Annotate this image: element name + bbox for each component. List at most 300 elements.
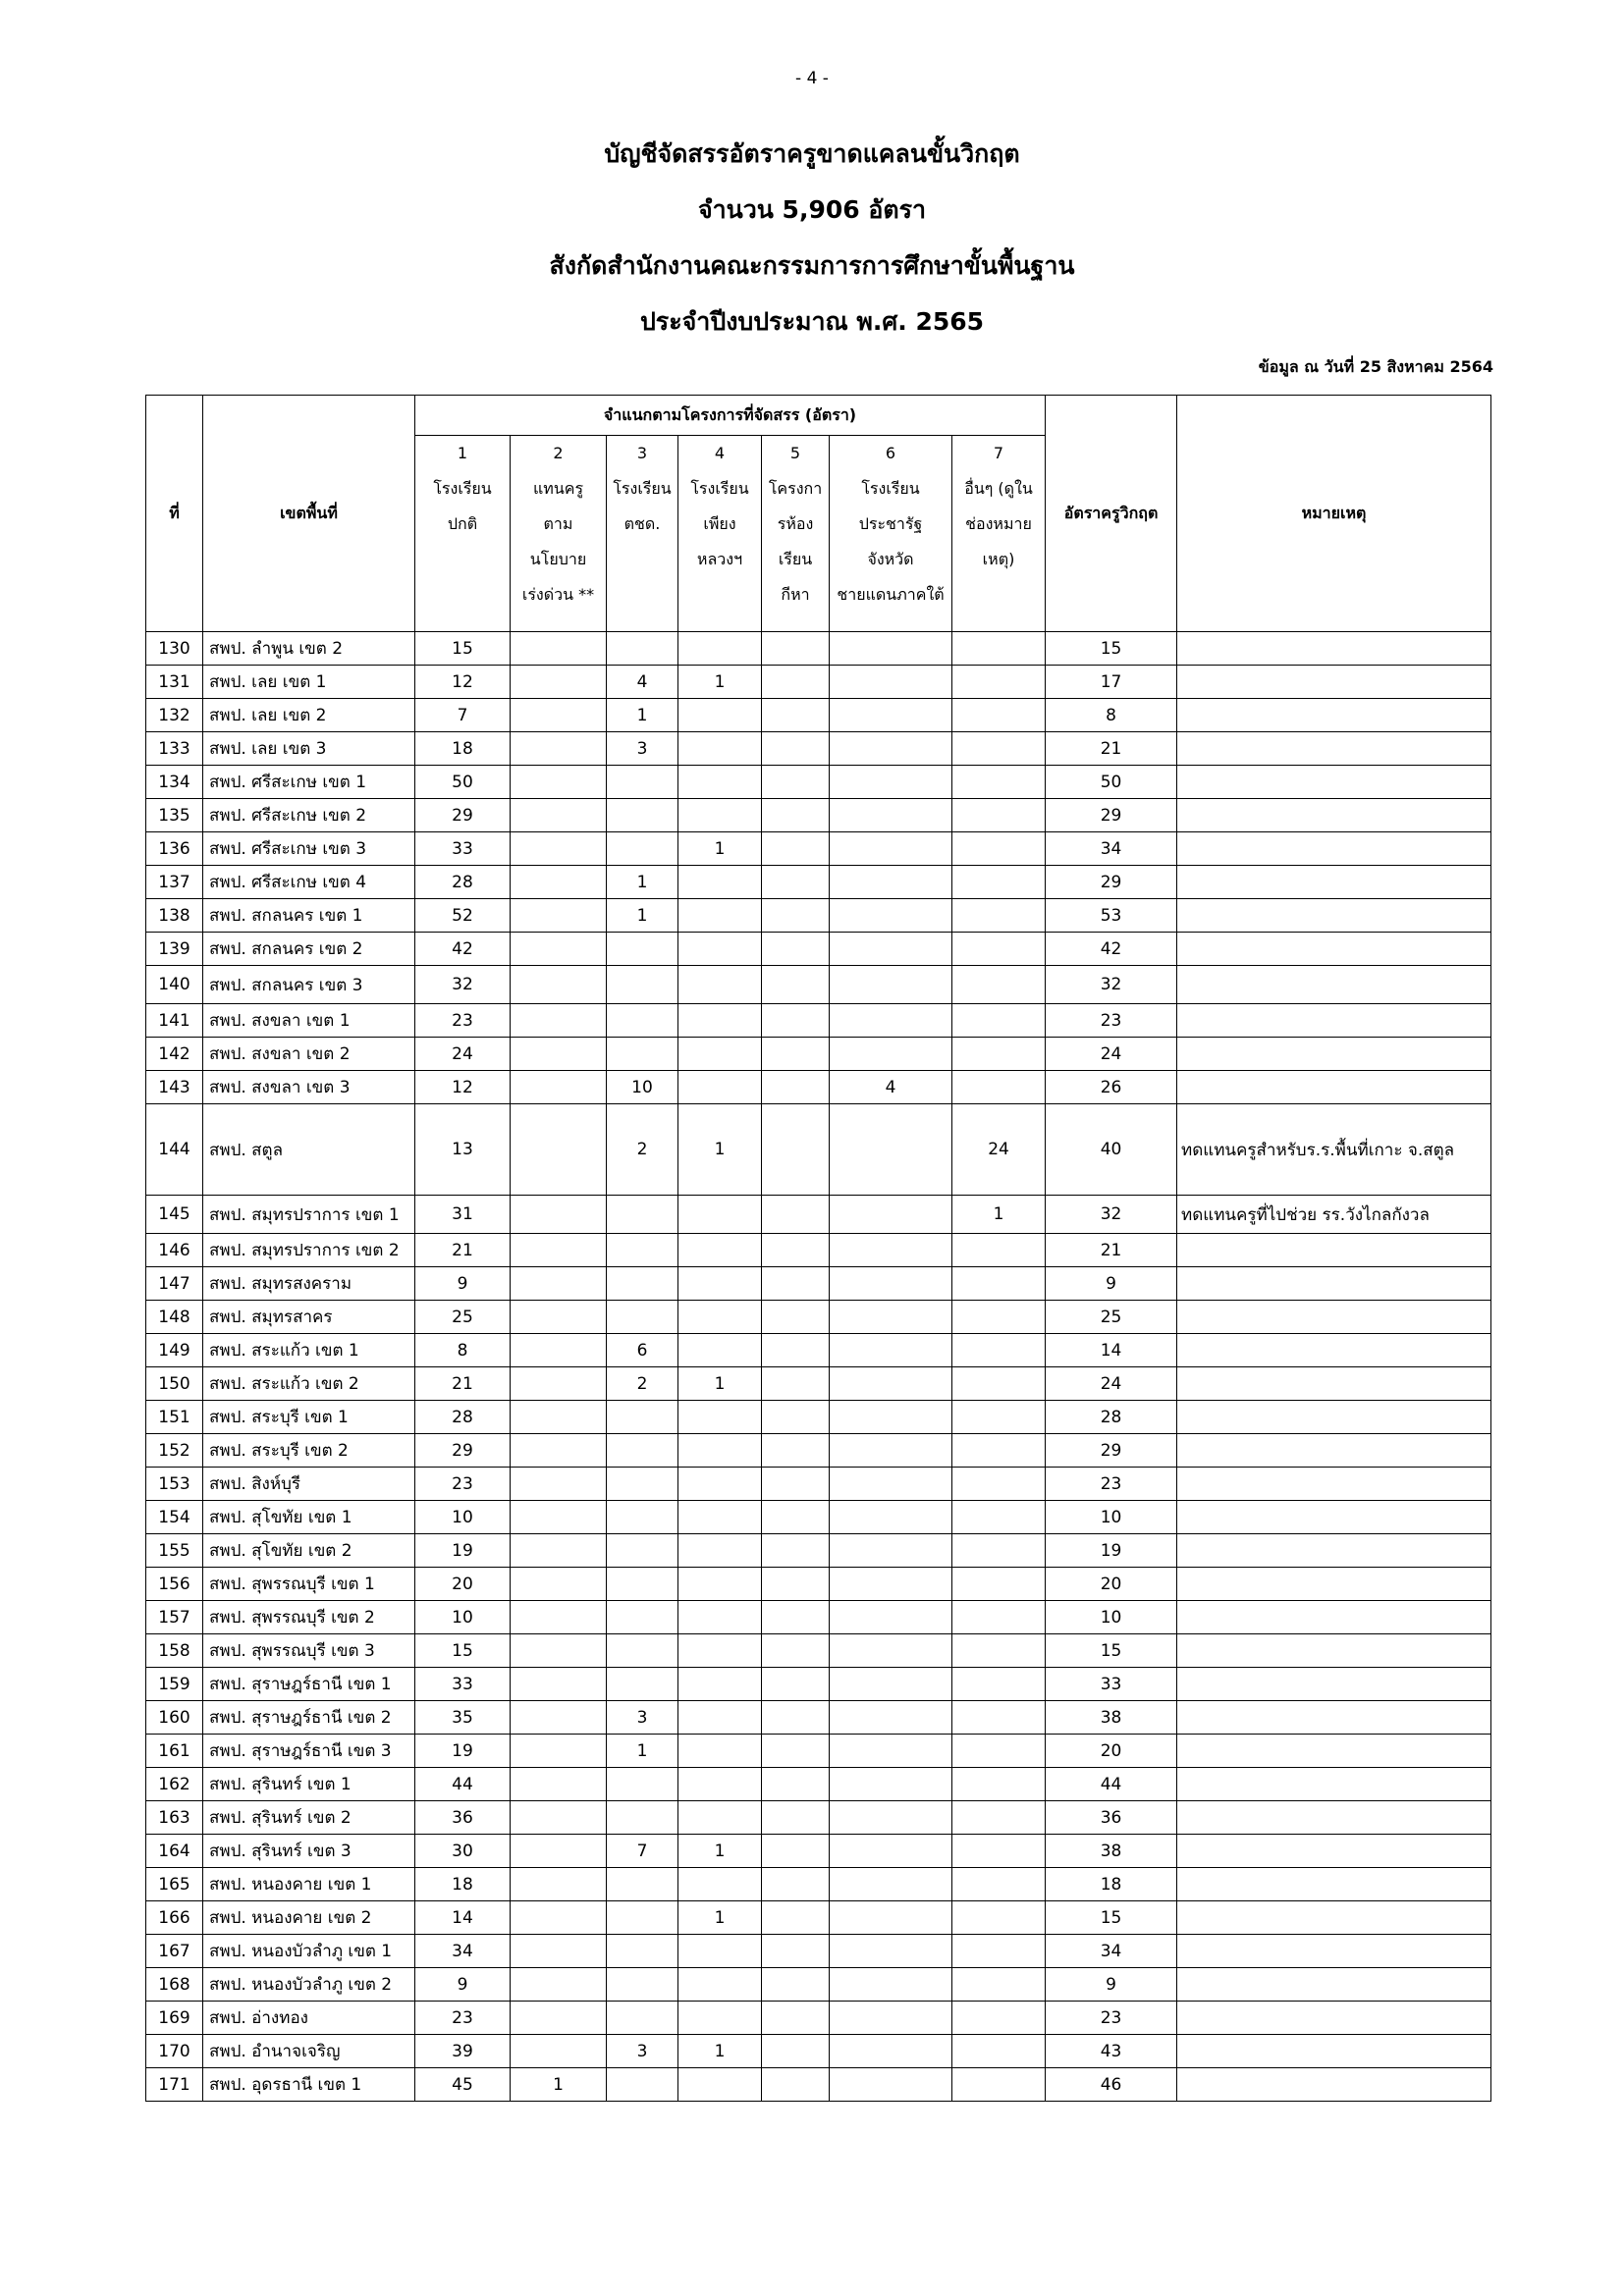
row-area: สพป. สุพรรณบุรี เขต 2 bbox=[203, 1601, 415, 1634]
data-as-of-date: ข้อมูล ณ วันที่ 25 สิงหาคม 2564 bbox=[1258, 357, 1493, 376]
row-col-5 bbox=[762, 1334, 830, 1367]
row-no: 167 bbox=[146, 1935, 203, 1968]
row-col-5 bbox=[762, 866, 830, 899]
row-col-6 bbox=[830, 732, 952, 766]
table-row bbox=[146, 1901, 1491, 1935]
row-col-7 bbox=[952, 1668, 1046, 1701]
row-area: สพป. สระแก้ว เขต 1 bbox=[203, 1334, 415, 1367]
row-col-7 bbox=[952, 766, 1046, 799]
row-note bbox=[1177, 799, 1491, 832]
row-no: 130 bbox=[146, 632, 203, 666]
table-row bbox=[146, 1334, 1491, 1367]
row-col-3: 1 bbox=[607, 699, 678, 732]
header-col-number: 5 bbox=[789, 444, 801, 462]
row-total: 23 bbox=[1046, 2002, 1177, 2035]
row-total: 15 bbox=[1046, 1901, 1177, 1935]
row-area: สพป. สมุทรสาคร bbox=[203, 1301, 415, 1334]
header-col-number: 1 bbox=[457, 444, 468, 462]
table-row bbox=[146, 1196, 1491, 1234]
row-col-3 bbox=[607, 1968, 678, 2002]
row-total: 36 bbox=[1046, 1801, 1177, 1835]
row-area: สพป. สุรินทร์ เขต 3 bbox=[203, 1835, 415, 1868]
header-col-label-line: แทนครู bbox=[532, 479, 584, 498]
row-note bbox=[1177, 1367, 1491, 1401]
table-row bbox=[146, 1835, 1491, 1868]
row-col-6 bbox=[830, 1868, 952, 1901]
row-col-2 bbox=[511, 933, 607, 966]
row-no: 132 bbox=[146, 699, 203, 732]
row-col-5 bbox=[762, 1634, 830, 1668]
row-col-3: 4 bbox=[607, 666, 678, 699]
row-col-6 bbox=[830, 632, 952, 666]
row-col-1: 36 bbox=[415, 1801, 511, 1835]
row-col-4 bbox=[678, 1735, 762, 1768]
row-col-4: 1 bbox=[678, 1901, 762, 1935]
row-col-2 bbox=[511, 1004, 607, 1038]
row-col-5 bbox=[762, 1568, 830, 1601]
row-note bbox=[1177, 732, 1491, 766]
row-total: 29 bbox=[1046, 866, 1177, 899]
row-total: 46 bbox=[1046, 2068, 1177, 2102]
row-total: 33 bbox=[1046, 1668, 1177, 1701]
row-col-3 bbox=[607, 799, 678, 832]
row-col-1: 12 bbox=[415, 1071, 511, 1104]
table-row bbox=[146, 1935, 1491, 1968]
row-col-4 bbox=[678, 1801, 762, 1835]
header-col-label-line: นโยบาย bbox=[529, 550, 587, 568]
row-col-5 bbox=[762, 666, 830, 699]
row-col-7 bbox=[952, 832, 1046, 866]
row-note bbox=[1177, 1935, 1491, 1968]
header-col-label-line: ช่องหมาย bbox=[965, 514, 1032, 533]
row-note bbox=[1177, 1768, 1491, 1801]
row-col-6 bbox=[830, 1968, 952, 2002]
row-col-3 bbox=[607, 1234, 678, 1267]
row-col-3 bbox=[607, 766, 678, 799]
row-col-1: 24 bbox=[415, 1038, 511, 1071]
row-note bbox=[1177, 1004, 1491, 1038]
row-note bbox=[1177, 1634, 1491, 1668]
row-no: 143 bbox=[146, 1071, 203, 1104]
row-area: สพป. สกลนคร เขต 3 bbox=[203, 966, 415, 1004]
row-col-5 bbox=[762, 933, 830, 966]
row-col-1: 9 bbox=[415, 1267, 511, 1301]
row-col-5 bbox=[762, 699, 830, 732]
row-no: 164 bbox=[146, 1835, 203, 1868]
row-no: 168 bbox=[146, 1968, 203, 2002]
row-no: 139 bbox=[146, 933, 203, 966]
row-area: สพป. สมุทรสงคราม bbox=[203, 1267, 415, 1301]
row-col-6 bbox=[830, 1401, 952, 1434]
row-note bbox=[1177, 1401, 1491, 1434]
header-col-1 bbox=[415, 436, 511, 632]
row-no: 138 bbox=[146, 899, 203, 933]
row-total: 32 bbox=[1046, 966, 1177, 1004]
row-col-3: 3 bbox=[607, 1701, 678, 1735]
row-col-7 bbox=[952, 1468, 1046, 1501]
row-col-5 bbox=[762, 799, 830, 832]
row-col-6 bbox=[830, 1601, 952, 1634]
row-col-3 bbox=[607, 966, 678, 1004]
row-col-2 bbox=[511, 632, 607, 666]
row-col-2 bbox=[511, 1038, 607, 1071]
row-col-2 bbox=[511, 1234, 607, 1267]
row-col-6 bbox=[830, 866, 952, 899]
row-col-1: 31 bbox=[415, 1196, 511, 1234]
row-col-7 bbox=[952, 1701, 1046, 1735]
row-col-5 bbox=[762, 1434, 830, 1468]
row-note bbox=[1177, 899, 1491, 933]
row-no: 140 bbox=[146, 966, 203, 1004]
row-col-7 bbox=[952, 1367, 1046, 1401]
row-col-5 bbox=[762, 1801, 830, 1835]
row-col-6 bbox=[830, 1004, 952, 1038]
row-area: สพป. สกลนคร เขต 2 bbox=[203, 933, 415, 966]
row-col-4 bbox=[678, 1868, 762, 1901]
row-col-4 bbox=[678, 1434, 762, 1468]
row-no: 142 bbox=[146, 1038, 203, 1071]
row-total: 43 bbox=[1046, 2035, 1177, 2068]
header-col-label-line: โรงเรียน bbox=[861, 479, 920, 498]
row-col-3 bbox=[607, 1634, 678, 1668]
header-no: ที่ bbox=[146, 396, 203, 632]
table-body bbox=[146, 632, 1491, 2102]
row-col-5 bbox=[762, 1701, 830, 1735]
row-col-2 bbox=[511, 732, 607, 766]
row-col-2 bbox=[511, 1935, 607, 1968]
row-col-7 bbox=[952, 2035, 1046, 2068]
row-col-4 bbox=[678, 1196, 762, 1234]
row-area: สพป. สิงห์บุรี bbox=[203, 1468, 415, 1501]
row-col-5 bbox=[762, 632, 830, 666]
row-col-7 bbox=[952, 699, 1046, 732]
header-col-label-line: โครงกา bbox=[768, 479, 823, 498]
row-area: สพป. สุราษฎร์ธานี เขต 1 bbox=[203, 1668, 415, 1701]
row-area: สพป. สมุทรปราการ เขต 1 bbox=[203, 1196, 415, 1234]
row-col-2 bbox=[511, 1668, 607, 1701]
row-total: 25 bbox=[1046, 1301, 1177, 1334]
row-col-6: 4 bbox=[830, 1071, 952, 1104]
row-total: 9 bbox=[1046, 1267, 1177, 1301]
table-row bbox=[146, 1071, 1491, 1104]
header-col-label-line: ประชารัฐ bbox=[858, 514, 923, 533]
row-col-2 bbox=[511, 966, 607, 1004]
row-no: 160 bbox=[146, 1701, 203, 1735]
row-area: สพป. ศรีสะเกษ เขต 3 bbox=[203, 832, 415, 866]
row-no: 144 bbox=[146, 1104, 203, 1196]
row-col-4 bbox=[678, 632, 762, 666]
table-row bbox=[146, 799, 1491, 832]
row-col-7 bbox=[952, 1568, 1046, 1601]
row-total: 32 bbox=[1046, 1196, 1177, 1234]
row-note: ทดแทนครูที่ไปช่วย รร.วังไกลกังวล bbox=[1177, 1196, 1491, 1234]
row-col-2 bbox=[511, 1601, 607, 1634]
row-col-4 bbox=[678, 732, 762, 766]
table-row bbox=[146, 1634, 1491, 1668]
row-col-6 bbox=[830, 766, 952, 799]
row-note bbox=[1177, 666, 1491, 699]
row-col-5 bbox=[762, 1267, 830, 1301]
row-total: 18 bbox=[1046, 1868, 1177, 1901]
row-area: สพป. สมุทรปราการ เขต 2 bbox=[203, 1234, 415, 1267]
row-col-1: 19 bbox=[415, 1735, 511, 1768]
row-col-5 bbox=[762, 1735, 830, 1768]
row-col-2 bbox=[511, 1434, 607, 1468]
row-col-1: 21 bbox=[415, 1234, 511, 1267]
header-group: จำแนกตามโครงการที่จัดสรร (อัตรา) bbox=[415, 396, 1046, 436]
row-col-7 bbox=[952, 1301, 1046, 1334]
row-col-4 bbox=[678, 1534, 762, 1568]
row-col-5 bbox=[762, 899, 830, 933]
row-col-5 bbox=[762, 1234, 830, 1267]
table-row bbox=[146, 2002, 1491, 2035]
row-col-3 bbox=[607, 1568, 678, 1601]
row-col-4 bbox=[678, 1701, 762, 1735]
row-col-5 bbox=[762, 1196, 830, 1234]
table-row bbox=[146, 1104, 1491, 1196]
row-col-5 bbox=[762, 1935, 830, 1968]
row-note bbox=[1177, 699, 1491, 732]
document-titles bbox=[0, 126, 1624, 349]
row-area: สพป. เลย เขต 2 bbox=[203, 699, 415, 732]
row-area: สพป. ศรีสะเกษ เขต 1 bbox=[203, 766, 415, 799]
row-area: สพป. หนองบัวลำภู เขต 1 bbox=[203, 1935, 415, 1968]
row-col-2 bbox=[511, 1104, 607, 1196]
row-note bbox=[1177, 1534, 1491, 1568]
row-col-6 bbox=[830, 1367, 952, 1401]
row-col-3 bbox=[607, 1901, 678, 1935]
row-col-7 bbox=[952, 2068, 1046, 2102]
row-no: 145 bbox=[146, 1196, 203, 1234]
row-note bbox=[1177, 1334, 1491, 1367]
row-col-1: 23 bbox=[415, 1004, 511, 1038]
row-note bbox=[1177, 1468, 1491, 1501]
row-col-2 bbox=[511, 1196, 607, 1234]
row-col-7 bbox=[952, 666, 1046, 699]
row-area: สพป. สุโขทัย เขต 2 bbox=[203, 1534, 415, 1568]
row-area: สพป. อ่างทอง bbox=[203, 2002, 415, 2035]
table-row bbox=[146, 732, 1491, 766]
row-col-3 bbox=[607, 1868, 678, 1901]
row-note bbox=[1177, 1568, 1491, 1601]
table-row bbox=[146, 1868, 1491, 1901]
row-col-6 bbox=[830, 899, 952, 933]
header-col-label-line: โรงเรียน bbox=[433, 479, 492, 498]
row-area: สพป. หนองคาย เขต 2 bbox=[203, 1901, 415, 1935]
row-col-6 bbox=[830, 1434, 952, 1468]
header-col-number: 7 bbox=[993, 444, 1004, 462]
row-area: สพป. สุรินทร์ เขต 2 bbox=[203, 1801, 415, 1835]
row-no: 135 bbox=[146, 799, 203, 832]
row-col-7 bbox=[952, 1038, 1046, 1071]
row-no: 161 bbox=[146, 1735, 203, 1768]
row-col-7 bbox=[952, 1968, 1046, 2002]
row-col-3 bbox=[607, 1301, 678, 1334]
row-col-6 bbox=[830, 1301, 952, 1334]
row-col-3 bbox=[607, 1768, 678, 1801]
header-col-label-line: ตชด. bbox=[623, 514, 661, 533]
table-row bbox=[146, 1367, 1491, 1401]
row-no: 171 bbox=[146, 2068, 203, 2102]
header-col-label-line: โรงเรียน bbox=[690, 479, 749, 498]
row-total: 29 bbox=[1046, 799, 1177, 832]
header-col-label-line: กีหา bbox=[781, 585, 810, 604]
row-area: สพป. สตูล bbox=[203, 1104, 415, 1196]
row-col-2 bbox=[511, 1901, 607, 1935]
header-col-label-line: เร่งด่วน ** bbox=[521, 585, 595, 604]
header-col-number: 4 bbox=[714, 444, 726, 462]
row-note bbox=[1177, 866, 1491, 899]
header-col-5 bbox=[762, 436, 830, 632]
row-col-1: 23 bbox=[415, 1468, 511, 1501]
row-total: 21 bbox=[1046, 1234, 1177, 1267]
row-note bbox=[1177, 1735, 1491, 1768]
header-col-label-line: รห้อง bbox=[777, 514, 814, 533]
row-col-2 bbox=[511, 1735, 607, 1768]
header-col-3 bbox=[607, 436, 678, 632]
row-area: สพป. อุดรธานี เขต 1 bbox=[203, 2068, 415, 2102]
row-note bbox=[1177, 1234, 1491, 1267]
row-note bbox=[1177, 1701, 1491, 1735]
row-col-6 bbox=[830, 1768, 952, 1801]
table-row bbox=[146, 1434, 1491, 1468]
row-total: 26 bbox=[1046, 1071, 1177, 1104]
row-col-5 bbox=[762, 1367, 830, 1401]
row-col-6 bbox=[830, 2068, 952, 2102]
row-col-4: 1 bbox=[678, 666, 762, 699]
row-total: 9 bbox=[1046, 1968, 1177, 2002]
row-col-5 bbox=[762, 732, 830, 766]
row-col-3: 3 bbox=[607, 732, 678, 766]
row-area: สพป. เลย เขต 1 bbox=[203, 666, 415, 699]
table-row bbox=[146, 2035, 1491, 2068]
row-col-3: 1 bbox=[607, 1735, 678, 1768]
header-col-6 bbox=[830, 436, 952, 632]
row-area: สพป. สุพรรณบุรี เขต 1 bbox=[203, 1568, 415, 1601]
row-col-3 bbox=[607, 1668, 678, 1701]
row-no: 155 bbox=[146, 1534, 203, 1568]
row-col-6 bbox=[830, 1104, 952, 1196]
row-col-6 bbox=[830, 1468, 952, 1501]
row-total: 29 bbox=[1046, 1434, 1177, 1468]
row-total: 24 bbox=[1046, 1367, 1177, 1401]
row-area: สพป. สุราษฎร์ธานี เขต 2 bbox=[203, 1701, 415, 1735]
row-total: 50 bbox=[1046, 766, 1177, 799]
row-col-1: 15 bbox=[415, 632, 511, 666]
row-note bbox=[1177, 1901, 1491, 1935]
header-col-number: 2 bbox=[553, 444, 564, 462]
row-col-3 bbox=[607, 933, 678, 966]
row-col-7 bbox=[952, 1434, 1046, 1468]
row-col-3: 2 bbox=[607, 1104, 678, 1196]
row-col-2 bbox=[511, 1468, 607, 1501]
row-total: 19 bbox=[1046, 1534, 1177, 1568]
row-col-3 bbox=[607, 1267, 678, 1301]
row-col-7 bbox=[952, 866, 1046, 899]
row-col-5 bbox=[762, 1038, 830, 1071]
row-col-7 bbox=[952, 1401, 1046, 1434]
row-col-1: 18 bbox=[415, 732, 511, 766]
row-col-3 bbox=[607, 1004, 678, 1038]
table-row bbox=[146, 1968, 1491, 2002]
row-col-2 bbox=[511, 1768, 607, 1801]
row-total: 40 bbox=[1046, 1104, 1177, 1196]
row-area: สพป. อำนาจเจริญ bbox=[203, 2035, 415, 2068]
page-number: - 4 - bbox=[795, 69, 829, 88]
row-note bbox=[1177, 1501, 1491, 1534]
row-total: 34 bbox=[1046, 1935, 1177, 1968]
row-col-4 bbox=[678, 966, 762, 1004]
row-area: สพป. สุราษฎร์ธานี เขต 3 bbox=[203, 1735, 415, 1768]
row-col-1: 20 bbox=[415, 1568, 511, 1601]
row-col-7 bbox=[952, 1601, 1046, 1634]
row-no: 150 bbox=[146, 1367, 203, 1401]
table-row bbox=[146, 832, 1491, 866]
row-col-4 bbox=[678, 899, 762, 933]
row-col-7 bbox=[952, 2002, 1046, 2035]
table-row bbox=[146, 1601, 1491, 1634]
row-col-1: 19 bbox=[415, 1534, 511, 1568]
row-area: สพป. สระบุรี เขต 2 bbox=[203, 1434, 415, 1468]
row-col-7 bbox=[952, 1267, 1046, 1301]
row-col-4 bbox=[678, 1468, 762, 1501]
header-area: เขตพื้นที่ bbox=[203, 396, 415, 632]
row-col-6 bbox=[830, 1501, 952, 1534]
row-note bbox=[1177, 1868, 1491, 1901]
row-total: 34 bbox=[1046, 832, 1177, 866]
row-col-2 bbox=[511, 866, 607, 899]
row-col-1: 35 bbox=[415, 1701, 511, 1735]
row-col-6 bbox=[830, 832, 952, 866]
row-col-3: 6 bbox=[607, 1334, 678, 1367]
header-col-label-line: เหตุ) bbox=[982, 550, 1015, 568]
row-col-6 bbox=[830, 1701, 952, 1735]
row-note bbox=[1177, 1801, 1491, 1835]
row-no: 166 bbox=[146, 1901, 203, 1935]
row-area: สพป. เลย เขต 3 bbox=[203, 732, 415, 766]
row-col-6 bbox=[830, 1668, 952, 1701]
row-col-6 bbox=[830, 1234, 952, 1267]
row-note bbox=[1177, 966, 1491, 1004]
row-no: 159 bbox=[146, 1668, 203, 1701]
row-col-2 bbox=[511, 1534, 607, 1568]
row-col-2 bbox=[511, 666, 607, 699]
row-note bbox=[1177, 832, 1491, 866]
row-col-7 bbox=[952, 799, 1046, 832]
row-note bbox=[1177, 1038, 1491, 1071]
row-col-7 bbox=[952, 933, 1046, 966]
row-total: 15 bbox=[1046, 632, 1177, 666]
row-col-5 bbox=[762, 1835, 830, 1868]
row-note bbox=[1177, 632, 1491, 666]
row-col-5 bbox=[762, 1301, 830, 1334]
row-area: สพป. หนองบัวลำภู เขต 2 bbox=[203, 1968, 415, 2002]
row-col-4 bbox=[678, 1071, 762, 1104]
row-col-6 bbox=[830, 966, 952, 1004]
row-col-3 bbox=[607, 1468, 678, 1501]
row-total: 53 bbox=[1046, 899, 1177, 933]
row-col-7: 1 bbox=[952, 1196, 1046, 1234]
row-col-7 bbox=[952, 632, 1046, 666]
row-col-2 bbox=[511, 1401, 607, 1434]
row-total: 15 bbox=[1046, 1634, 1177, 1668]
row-col-7 bbox=[952, 1634, 1046, 1668]
header-total: อัตราครูวิกฤต bbox=[1046, 396, 1177, 632]
row-col-6 bbox=[830, 1568, 952, 1601]
row-col-7 bbox=[952, 1004, 1046, 1038]
title-line-3: สังกัดสำนักงานคณะกรรมการการศึกษาขั้นพื้นฐาน bbox=[549, 251, 1075, 280]
header-col-label-line: ตาม bbox=[543, 514, 573, 533]
